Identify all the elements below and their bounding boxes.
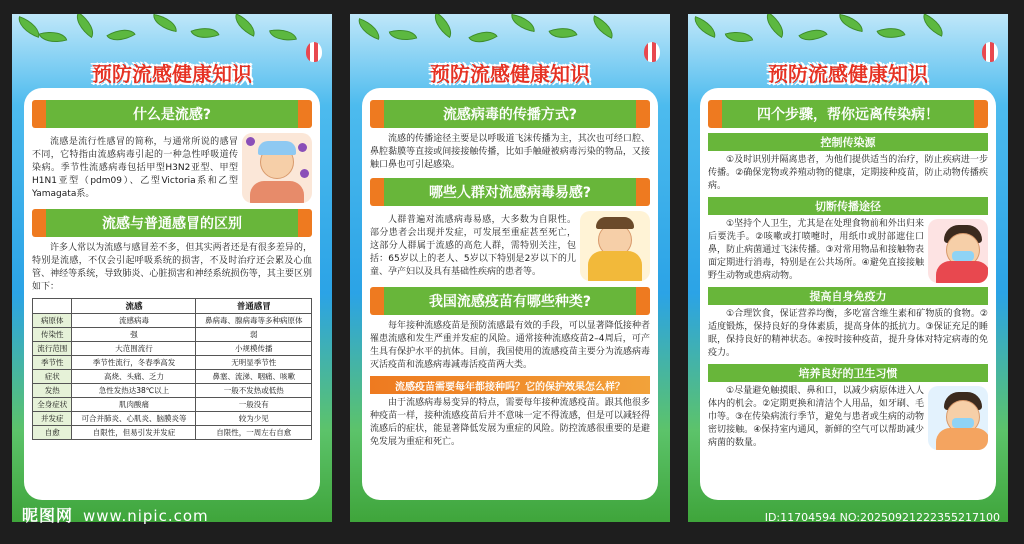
table-row [33,370,312,384]
question-heading: 流感疫苗需要每年都接种吗？它的保护效果怎么样？ [370,376,650,394]
table-cell: 弱 [196,328,312,342]
table-cell: 强 [72,328,196,342]
table-cell: 传染性 [33,328,72,342]
table-cell: 自限性，但易引发并发症 [72,426,196,440]
section-text: ①及时识别并隔离患者，为他们提供适当的治疗，防止疾病进一步传播。②确保宠物或养殖动物的健康，定期接种疫苗，防止动物传播疾病。 [708,155,988,191]
section-text: 每年接种流感疫苗是预防流感最有效的手段，可以显著降低接种者罹患流感和发生严重并发症的风险。通常接种流感疫苗2–4周后，可产生具有保护水平的抗体。目前，我国使用的流感疫苗主要分为流感病毒灭活疫苗和流感病毒减毒活疫苗两大类。 [370,321,650,370]
table-cell: 一般不发热或低热 [196,384,312,398]
section-heading: 哪些人群对流感病毒易感? [370,178,650,206]
section-heading: 我国流感疫苗有哪些种类? [370,287,650,315]
table-cell: 发热 [33,384,72,398]
watermark-brand [22,503,209,526]
table-row [33,342,312,356]
step-heading: 培养良好的卫生习惯 [708,364,988,382]
watermark-id: ID:11704594 NO:20250921222355217100 [764,511,1000,524]
content-card [700,88,996,500]
sick-child-illustration [242,133,312,203]
table-cell: 流感病毒 [72,314,196,328]
table-cell: 肌肉酸痛 [72,398,196,412]
section-text: 由于流感病毒易变异的特点，需要每年接种流感疫苗。跟其他很多种疫苗一样，接种流感疫苗后并不意味一定不得流感，但是可以减轻得流感后的症状，能显著降低发展为重症的风险。防控流感很重要的是避免发展为重症和死亡。 [370,398,650,447]
table-cell: 自愈 [33,426,72,440]
table-row [33,328,312,342]
table-row [33,314,312,328]
table-cell: 无明显季节性 [196,356,312,370]
table-cell: 鼻塞、流涕、咽痛、咳嗽 [196,370,312,384]
section-text: 流感是流行性感冒的简称，与通常所说的感冒不同，它特指由流感病毒引起的一种急性呼吸道传染病。季节性流感病毒包括甲型H3N2亚型、甲型H1N1亚型（pdm09）、乙型Victoria系和乙型Yamagata系。 [32,136,238,199]
table-cell: 大范围流行 [72,342,196,356]
table-cell: 并发症 [33,412,72,426]
poster-panel-1 [12,14,332,522]
poster-panel-2 [350,14,670,522]
poster-title: 预防流感健康知识 [430,62,590,86]
masked-woman-illustration [928,219,988,283]
table-cell: 一般没有 [196,398,312,412]
table-cell: 小规模传播 [196,342,312,356]
table-row [33,384,312,398]
table-cell: 症状 [33,370,72,384]
watermark-url: www.nipic.com [83,507,209,525]
table-cell: 季节性 [33,356,72,370]
step-heading: 切断传播途径 [708,197,988,215]
section-text: ①尽量避免触摸眼、鼻和口，以减少病原体进入人体内的机会。②定期更换和清洁个人用品，如牙刷、毛巾等。③在传染病流行季节，避免与患者或生病的动物密切接触。④保持室内通风，新鲜的空气可以帮助减少病菌的数量。 [708,386,924,448]
poster-title: 预防流感健康知识 [768,62,928,86]
section-heading: 流感与普通感冒的区别 [32,209,312,237]
handwashing-illustration [928,386,988,450]
table-cell: 病原体 [33,314,72,328]
content-card [24,88,320,500]
table-cell: 全身症状 [33,398,72,412]
table-cell: 自限性，一周左右自愈 [196,426,312,440]
table-cell: 可合并肺炎、心肌炎、脑膜炎等 [72,412,196,426]
section-text: 许多人常以为流感与感冒差不多，但其实两者还是有很多差异的，特别是流感，不仅会引起呼吸系统的损害，不及时治疗还会累及心血管、神经等系统，导致肺炎、心脏损害和神经系统损伤等，其主要区别如下： [32,243,312,292]
table-row [33,412,312,426]
section-heading: 什么是流感? [32,100,312,128]
sick-child-blanket-illustration [580,211,650,281]
section-text: ①坚持个人卫生，尤其是在处理食物前和外出归来后要洗手。②咳嗽或打喷嚏时，用纸巾或肘部遮住口鼻，防止病菌通过飞沫传播。③对常用物品和接触物表面定期进行消毒，特别是在公共场所。④避免直接接触野生动物或患病动物。 [708,219,924,281]
table-header [33,299,72,314]
table-row [33,356,312,370]
table-cell: 流行范围 [33,342,72,356]
table-cell: 较为少见 [196,412,312,426]
step-heading: 控制传染源 [708,133,988,151]
comparison-table [32,298,312,440]
section-heading: 流感病毒的传播方式? [370,100,650,128]
table-cell: 急性发热达38℃以上 [72,384,196,398]
table-header: 普通感冒 [196,299,312,314]
watermark-logo-text: 昵图网 [22,506,74,525]
table-row [33,426,312,440]
section-text: ①合理饮食，保证营养均衡，多吃富含维生素和矿物质的食物。②适度锻炼，保持良好的身体素质，提高身体的抵抗力。③保证充足的睡眠，保持良好的精神状态。④按时接种疫苗，提升身体对特定病毒的免疫力。 [708,309,988,358]
section-heading: 四个步骤，帮你远离传染病！ [708,100,988,128]
table-cell: 高烧、头痛、乏力 [72,370,196,384]
table-header: 流感 [72,299,196,314]
table-cell: 鼻病毒、腺病毒等多种病原体 [196,314,312,328]
section-text: 流感的传播途径主要是以呼吸道飞沫传播为主，其次也可经口腔、鼻腔黏膜等直接或间接接触传播，比如手触碰被病毒污染的物品，又接触口鼻也可引起感染。 [370,134,650,170]
poster-title: 预防流感健康知识 [92,62,252,86]
step-heading: 提高自身免疫力 [708,287,988,305]
poster-panel-3 [688,14,1008,522]
content-card [362,88,658,500]
table-row [33,398,312,412]
table-cell: 季节性流行，冬春季高发 [72,356,196,370]
section-text: 人群普遍对流感病毒易感，大多数为自限性。部分患者会出现并发症，可发展至重症甚至死亡，这部分人群属于流感的高危人群，需特别关注，包括：65岁以上的老人、5岁以下特别是2岁以下的儿童、孕产妇以及具有基础性疾病的患者等。 [370,214,576,277]
